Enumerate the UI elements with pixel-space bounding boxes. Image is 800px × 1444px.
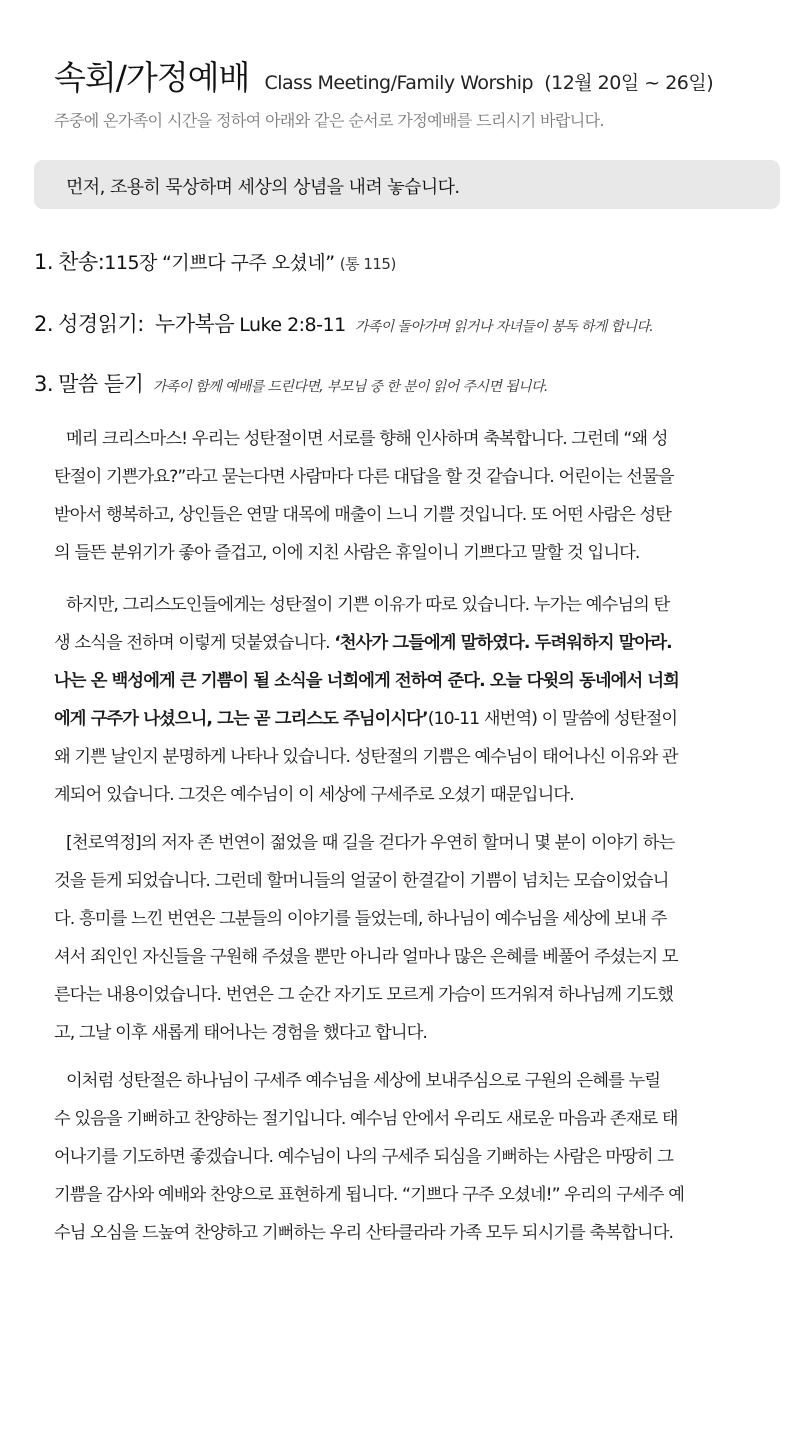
text-line: 메리 크리스마스! 우리는 성탄절이면 서로를 향해 인사하며 축복합니다. 그런데 “왜 성 (66, 429, 668, 449)
scripture-quote: ‘천사가 그들에게 말하였다. 두려워하지 말아라. (334, 633, 672, 653)
page-title: 속회/가정예배 (54, 58, 250, 97)
scripture-book: 누가복음 (154, 312, 235, 336)
text-line: 른다는 내용이었습니다. 번연은 그 순간 자기도 모르게 가슴이 뜨거워져 하나님께 기도했 (54, 985, 674, 1005)
text-line: 이처럼 성탄절은 하나님이 구세주 예수님을 세상에 보내주심으로 구원의 은혜를 누릴 (66, 1071, 661, 1091)
text-line: 기쁨을 감사와 예배와 찬양으로 표현하게 됩니다. “기쁘다 구주 오셨네!” 우리의 구세주 예 (54, 1185, 685, 1205)
text-line: 수님 오심을 드높여 찬양하고 기뻐하는 우리 산타클라라 가족 모두 되시기를 축복합니다. (54, 1223, 674, 1243)
text-line: 어나기를 기도하면 좋겠습니다. 예수님이 나의 구세주 되심을 기뻐하는 사람은 마땅히 그 (54, 1147, 674, 1167)
meditation-notice-text: 먼저, 조용히 묵상하며 세상의 상념을 내려 놓습니다. (66, 177, 460, 198)
text-line: 것을 듣게 되었습니다. 그런데 할머니들의 얼굴이 한결같이 기쁨이 넘치는 모습이었습니 (54, 871, 669, 891)
section-label: 성경읽기: (58, 312, 144, 336)
text-line: 셔서 죄인인 자신들을 구원해 주셨을 뿐만 아니라 얼마나 많은 은혜를 베풀어 주셨는지 모 (54, 947, 678, 967)
paragraph-1 (54, 420, 758, 572)
page-subtitle: 주중에 온가족이 시간을 정하여 아래와 같은 순서로 가정예배를 드리시기 바랍니다. (54, 111, 604, 130)
text-line (54, 624, 758, 662)
scripture-note: 가족이 돌아가며 읽거나 자녀들이 봉독 하게 합니다. (354, 319, 654, 335)
text-line: 받아서 행복하고, 상인들은 연말 대목에 매출이 느니 기쁠 것입니다. 또 어떤 사람은 성탄 (54, 505, 672, 525)
section-message (34, 368, 548, 398)
text-line: [천로역정]의 저자 존 번연이 젊었을 때 길을 걷다가 우연히 할머니 몇 분이 이야기 하는 (66, 833, 675, 853)
page-header (54, 52, 780, 99)
section-number: 1. (34, 250, 54, 274)
scripture-quote: 나는 온 백성에게 큰 기쁨이 될 소식을 너희에게 전하여 준다. 오늘 다윗의 동네에서 너희 (54, 671, 679, 691)
paragraph-3 (54, 824, 758, 1052)
text-line: 계되어 있습니다. 그것은 예수님이 이 세상에 구세주로 오셨기 때문입니다. (54, 785, 574, 805)
text-plain: (10-11 새번역) 이 말씀에 성탄절이 (427, 709, 678, 729)
message-note: 가족이 함께 예배를 드린다면, 부모님 중 한 분이 읽어 주시면 됩니다. (152, 379, 548, 395)
scripture-reference: Luke 2:8-11 (239, 314, 346, 336)
section-label: 찬송: (58, 250, 105, 274)
date-range: (12월 20일 ~ 26일) (544, 72, 714, 94)
section-hymn (34, 246, 396, 276)
text-line: 하지만, 그리스도인들에게는 성탄절이 기쁜 이유가 따로 있습니다. 누가는 예수님의 탄 (66, 595, 670, 615)
text-line: 고, 그날 이후 새롭게 태어나는 경험을 했다고 합니다. (54, 1023, 428, 1043)
section-label: 말씀 듣기 (58, 372, 144, 396)
text-line (54, 700, 758, 738)
hymn-title: “기쁘다 구주 오셨네” (162, 252, 335, 274)
hymn-number: 115장 (104, 252, 157, 274)
section-number: 3. (34, 372, 54, 396)
section-number: 2. (34, 312, 54, 336)
section-scripture (34, 308, 653, 338)
scripture-quote: 에게 구주가 나셨으니, 그는 곧 그리스도 주님이시다’ (54, 709, 428, 729)
text-plain: 생 소식을 전하며 이렇게 덧붙였습니다. (54, 633, 335, 653)
page-title-english: Class Meeting/Family Worship (264, 72, 534, 94)
hymn-reference: (통 115) (339, 255, 396, 273)
meditation-notice (34, 160, 780, 209)
paragraph-4 (54, 1062, 758, 1252)
text-line: 탄절이 기쁜가요?”라고 묻는다면 사람마다 다른 대답을 할 것 같습니다. 어린이는 선물을 (54, 467, 674, 487)
text-line: 수 있음을 기뻐하고 찬양하는 절기입니다. 예수님 안에서 우리도 새로운 마음과 존재로 태 (54, 1109, 678, 1129)
text-line: 다. 흥미를 느낀 번연은 그분들의 이야기를 들었는데, 하나님이 예수님을 세상에 보내 주 (54, 909, 667, 929)
text-line: 왜 기쁜 날인지 분명하게 나타나 있습니다. 성탄절의 기쁨은 예수님이 태어나신 이유와 관 (54, 747, 678, 767)
paragraph-2 (54, 586, 758, 814)
text-line: 의 들뜬 분위기가 좋아 즐겁고, 이에 지친 사람은 휴일이니 기쁘다고 말할 것 입니다. (54, 543, 640, 563)
